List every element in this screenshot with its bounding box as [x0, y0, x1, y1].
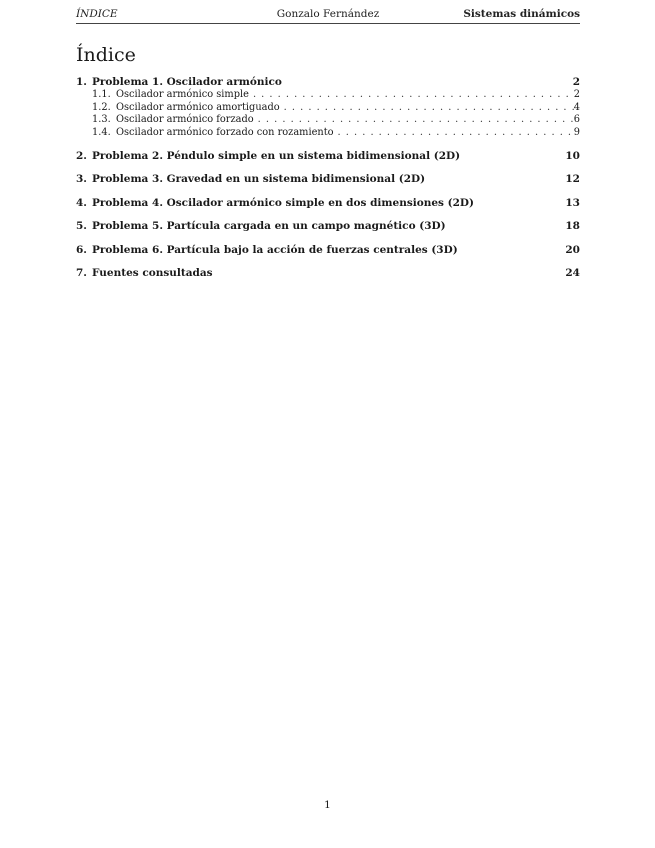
header-rule — [76, 23, 580, 24]
toc-section-number: 3. — [76, 173, 87, 185]
toc-section-title: Problema 4. Oscilador armónico simple en dos dimensiones (2D) — [92, 196, 474, 209]
toc-subsection-page: 9 — [573, 126, 580, 138]
header-document-title: Sistemas dinámicos — [463, 8, 580, 20]
toc-subsection-title: Oscilador armónico simple — [116, 89, 249, 100]
page-number: 1 — [324, 799, 331, 811]
toc-section-title: Problema 6. Partícula bajo la acción de fuerzas centrales (3D) — [92, 243, 458, 256]
toc-section-4[interactable] — [76, 197, 580, 210]
toc-section-title: Fuentes consultadas — [92, 267, 213, 279]
dot-leader — [280, 102, 574, 115]
toc-subsection-page: 2 — [573, 89, 580, 100]
toc-section-title: Problema 3. Gravedad en un sistema bidimensional (2D) — [92, 173, 426, 185]
toc-section-page: 20 — [565, 243, 580, 256]
toc-title: Índice — [76, 44, 136, 66]
header-row — [76, 8, 580, 22]
toc-section-3[interactable] — [76, 173, 580, 186]
table-of-contents — [76, 44, 580, 280]
toc-section-number: 2. — [76, 149, 87, 162]
toc-section-5[interactable] — [76, 220, 580, 233]
header-author: Gonzalo Fernández — [276, 8, 380, 20]
toc-section-page: 18 — [565, 220, 580, 232]
toc-section-2[interactable] — [76, 150, 580, 163]
toc-section-number: 7. — [76, 267, 87, 279]
toc-section-title: Problema 5. Partícula cargada en un campo magnético (3D) — [92, 220, 446, 232]
toc-section-page: 10 — [565, 149, 580, 162]
toc-section-number: 6. — [76, 243, 87, 256]
toc-subsection-number: 1.1. — [92, 89, 111, 100]
toc-section-page: 12 — [565, 173, 580, 185]
toc-section-number: 5. — [76, 220, 87, 232]
toc-section-number: 1. — [76, 76, 87, 88]
toc-subsection-title: Oscilador armónico amortiguado — [116, 101, 280, 113]
dot-leader — [334, 127, 574, 140]
dot-leader — [254, 114, 574, 127]
toc-section-number: 4. — [76, 196, 87, 209]
toc-subsection-title: Oscilador armónico forzado — [116, 114, 254, 125]
toc-section-7[interactable] — [76, 267, 580, 280]
toc-subsection-number: 1.2. — [92, 101, 111, 113]
dot-leader — [249, 89, 574, 102]
toc-section-page: 24 — [565, 267, 580, 279]
toc-section-page: 2 — [572, 76, 580, 88]
toc-section-6[interactable] — [76, 244, 580, 257]
running-header — [76, 8, 580, 24]
toc-section-page: 13 — [565, 196, 580, 209]
toc-subsection-1-4[interactable] — [76, 127, 580, 140]
toc-subsection-page: 6 — [573, 114, 580, 125]
toc-section-title: Problema 1. Oscilador armónico — [92, 76, 282, 88]
header-left-text: ÍNDICE — [76, 8, 118, 20]
toc-subsection-1-1[interactable] — [76, 89, 580, 102]
toc-subsection-title: Oscilador armónico forzado con rozamiento — [116, 126, 334, 138]
toc-section-1[interactable] — [76, 76, 580, 89]
toc-subsection-number: 1.3. — [92, 114, 111, 125]
toc-subsection-1-2[interactable] — [76, 102, 580, 115]
toc-subsection-number: 1.4. — [92, 126, 111, 138]
toc-subsection-1-3[interactable] — [76, 114, 580, 127]
toc-subsection-page: 4 — [573, 101, 580, 113]
toc-section-title: Problema 2. Péndulo simple en un sistema bidimensional (2D) — [92, 149, 461, 162]
